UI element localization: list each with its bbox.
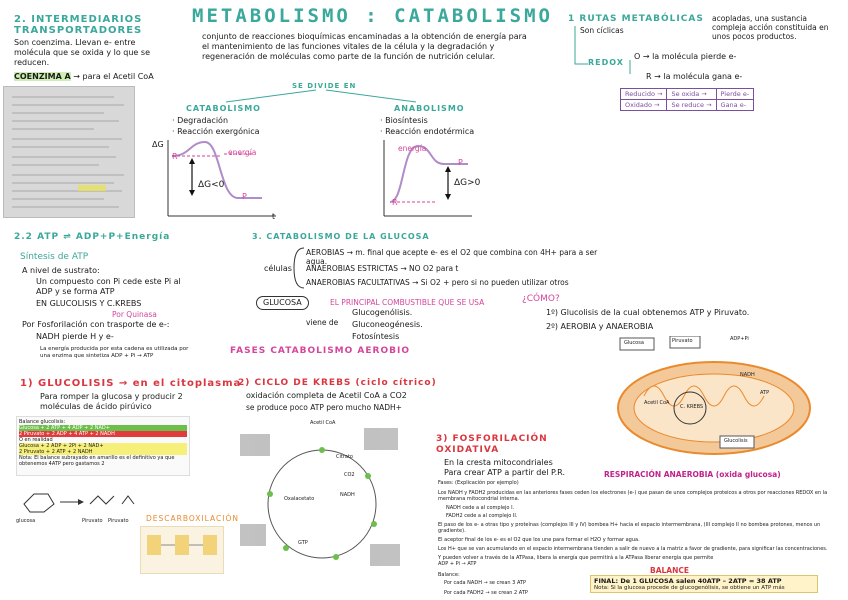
catabolismo-dg: ΔG<0 [198, 180, 225, 190]
table-row [621, 100, 754, 111]
rutas-heading: 1 RUTAS METABÓLICAS [568, 14, 704, 24]
mito-krebs: C. KREBS [680, 404, 704, 410]
mito-piruvato: Piruvato [672, 338, 693, 344]
fases-catabolismo: FASES CATABOLISMO AEROBIO [230, 346, 410, 356]
balance-final: FINAL: De 1 GLUCOSA salen 40ATP – 2ATP = 38 ATP [594, 577, 782, 585]
anabolismo-label: ANABOLISMO [394, 104, 465, 113]
catabolismo-axis: ΔG [152, 140, 164, 149]
catabolismo-energia: energía [228, 148, 257, 157]
krebs-nadh: NADH [340, 492, 355, 498]
coenzima-line [14, 72, 184, 82]
catabolismo-label: CATABOLISMO [186, 104, 261, 113]
piruvato2-struct-label: Piruvato [108, 518, 129, 524]
notes-photo-scribbles [4, 87, 134, 217]
celulas-brace [288, 244, 308, 294]
glucosa-struct-label: glucosa [16, 518, 36, 524]
nivel-sustrato-text: Un compuesto con Pi cede este Pi al ADP y se forma ATP [36, 277, 181, 296]
anabolismo-energia: energía [398, 144, 427, 153]
real-line-1: Glucosa + 2 ADP + 2Pi + 2 NAD+ [19, 443, 187, 449]
origen-3: Fotosíntesis [352, 332, 400, 341]
anabolismo-bullet-2: · Reacción endotérmica [380, 127, 475, 136]
oxid-line: O → la molécula pierde e- [634, 52, 737, 61]
atp-heading: 2.2 ATP ⇌ ADP+P+Energía [14, 232, 171, 242]
balance-line-2: 2 Piruvato + 2 ADP + 4 ATP + 2 NADH [19, 431, 187, 437]
krebs-gtp: GTP [298, 540, 308, 546]
mito-atp: ATP [760, 390, 770, 396]
anabolismo-bullet-2-text: Reacción endotérmica [385, 127, 475, 136]
balance-b2: Por cada FADH2 → se crean 2 ATP [444, 590, 528, 596]
catabolismo-r: R [172, 152, 178, 161]
celulas-label: células [264, 264, 292, 273]
catabolismo-bullet-1-text: Degradación [177, 116, 229, 125]
fosforilacion-p3: FADH2 cede a al complejo II. [446, 513, 518, 519]
paso-1: 1º) Glucolisis de la cual obtenemos ATP y Piruvato. [546, 308, 750, 317]
balance-final-box [590, 575, 818, 593]
fosforilacion-transporte: Por Fosforilación con trasporte de e-: [22, 320, 170, 329]
nivel-sustrato: A nivel de sustrato: [22, 266, 100, 275]
intermediarios-heading: 2. INTERMEDIARIOS TRANSPORTADORES [14, 14, 143, 36]
se-divide-en: SE DIVIDE EN [292, 82, 357, 90]
redox-cell: Oxidado → [621, 100, 667, 111]
intermediarios-text: Son coenzima. Llevan e- entre molécula que se oxida y lo que se reducen. [14, 38, 150, 67]
nadh-note: La energía producida por esta cadena es utilizada por una enzima que sintetiza ADP + Pi → ATP [40, 346, 189, 359]
fosforilacion-notes [438, 480, 842, 567]
glucolisis-krebs: EN GLUCOLISIS Y C.KREBS [36, 299, 142, 308]
divide-branches [196, 88, 446, 106]
redox-cell: Se oxida → [667, 89, 716, 100]
redox-label: REDOX [588, 58, 624, 67]
glucosa-piruvato-structures [14, 480, 144, 520]
origen-1: Glucogenólisis. [352, 308, 413, 317]
anabolismo-r: R [392, 198, 398, 207]
coenzima-label: COENZIMA A [14, 72, 71, 81]
combustible-label: EL PRINCIPAL COMBUSTIBLE QUE SE USA [330, 298, 485, 307]
anaerobias-estrictas-line: ANAEROBIAS ESTRICTAS → NO O2 para t [306, 264, 459, 273]
balance-nota: Nota: Si la glucosa procede de glucogenólisis, se obtiene un ATP más [594, 585, 785, 591]
fosforilacion-p2: NADH cede a al complejo I. [446, 505, 515, 511]
glucolisis-heading: 1) GLUCOLISIS → en el citoplasma [20, 378, 242, 389]
mito-acetil: Acetil CoA [644, 400, 670, 406]
redox-cell: Pierde e- [716, 89, 754, 100]
coenzima-rest: → para el Acetil CoA [73, 72, 154, 81]
krebs-citrato: Citrato [336, 454, 353, 460]
krebs-heading: 2) CICLO DE KREBS (ciclo cítrico) [238, 378, 437, 388]
mito-nadh: NADH [740, 372, 755, 378]
krebs-co2: CO2 [344, 472, 355, 478]
fosforilacion-p4: El paso de los e- a otras tipo y proteínas (complejos III y IV) bombea H+ hacia el espacio intermembrana, (III complejo II no bombea protones, menos un gradiente). [438, 522, 821, 534]
redox-cell: Se reduce → [667, 100, 716, 111]
fosforilacion-p5: El aceptor final de los e- es el O2 que los une para formar el H2O y formar agua. [438, 537, 640, 543]
rutas-acopladas: acopladas, una sustancia compleja acción constituida en unos pocos productos. [712, 14, 829, 41]
red-line: R → la molécula gana e- [646, 72, 743, 81]
metabolismo-definition: conjunto de reacciones bioquímicas encaminadas a la obtención de energía para el mantenimiento de las funciones vitales de la célula y la degradación y regeneración de moléculas como parte de la función de nutrición celular. [202, 32, 527, 61]
catabolismo-bullet-2: · Reacción exergónica [172, 127, 260, 136]
balance-title: Balance glucolisis: [19, 419, 66, 425]
paso-2: 2º) AEROBIA y ANAEROBIA [546, 322, 654, 331]
fases-label: Fases: (Explicación por ejemplo) [438, 480, 519, 486]
mito-glucolisis: Glucolisis [724, 438, 748, 444]
aerobias-line: AEROBIAS → m. final que acepte e- es el O2 que combina con 4H+ para a ser agua. [306, 248, 598, 266]
mitochondria-diagram [600, 336, 820, 466]
fosforilacion-p7b: ADP + Pi → ATP [438, 561, 477, 567]
catabolismo-bullet-1: · Degradación [172, 116, 229, 125]
redox-table [620, 88, 754, 111]
piruvato-struct-label: Piruvato [82, 518, 103, 524]
anabolismo-dg: ΔG>0 [454, 178, 481, 188]
balance-line-1: Glucosa + 2 ATP + 4 ADP + 2 NAD+ [19, 425, 187, 431]
balance-glucolisis-card [16, 416, 190, 476]
anabolismo-p: P [458, 158, 463, 167]
origen-2: Gluconeogénesis. [352, 320, 423, 329]
catabolismo-p: P [242, 192, 247, 201]
sintesis-atp: Síntesis de ATP [20, 252, 89, 262]
balance-title: BALANCE [650, 566, 690, 575]
redox-cell: Gana e- [716, 100, 754, 111]
catabolismo-bullet-2-text: Reacción exergónica [177, 127, 260, 136]
anabolismo-bullet-1-text: Biosíntesis [385, 116, 428, 125]
fosforilacion-p1: Los NADH y FADH2 producidas en las anteriores fases ceden los electrones (e-) que pasan de unos complejos proteicos a otros por reacciones REDOX en la membrana mitocondrial interna. [438, 490, 828, 502]
fosforilacion-heading: 3) FOSFORILACIÓN OXIDATIVA [436, 434, 548, 455]
mito-adp: ADP+Pi [730, 336, 749, 342]
glucolisis-text: Para romper la glucosa y producir 2 moléculas de ácido pirúvico [40, 392, 183, 411]
anaerobias-facultativas-line: ANAEROBIAS FACULTATIVAS → Si O2 + pero si no pueden utilizar otros [306, 278, 569, 287]
krebs-acetil: Acetil CoA [310, 420, 336, 426]
fosforilacion-p6: Los H+ que se van acumulando en el espacio intermembrana tienden a salir de nuevo a la matriz a favor de gradiente, para significar las concentraciones. [438, 546, 828, 552]
fosforilacion-line-1: En la cresta mitocondriales [444, 458, 553, 467]
page-title: METABOLISMO : CATABOLISMO [192, 5, 553, 27]
rutas-sub: Son cíclicas [580, 26, 624, 35]
descarboxilacion-sketch [141, 527, 223, 573]
real-line-2: 2 Piruvato + 2 ATP + 2 NADH [19, 449, 187, 455]
catabolismo-t: t [272, 212, 275, 221]
krebs-line-1: oxidación completa de Acetil CoA a CO2 [246, 391, 407, 400]
handwritten-notes-photo [3, 86, 135, 218]
en-realidad: O en realidad [19, 437, 53, 443]
balance-lbl: Balance: [438, 572, 460, 578]
rutas-brackets [570, 20, 650, 80]
descarboxilacion-label: DESCARBOXILACIÓN [146, 514, 239, 523]
por-quinasa: Por Quinasa [112, 310, 157, 319]
krebs-cycle-diagram [236, 414, 406, 590]
redox-cell: Reducido → [621, 89, 667, 100]
fosforilacion-line-2: Para crear ATP a partir del P.R. [444, 468, 565, 477]
como-label: ¿CÓMO? [522, 294, 560, 304]
fosforilacion-p7: Y pueden volver a través de la ATPasa, libera la energía que permitirá a la ATPasa liberar energía que permite [438, 555, 714, 561]
nadh-pierde: NADH pierde H y e- [36, 332, 114, 341]
krebs-line-2: se produce poco ATP pero mucho NADH+ [246, 403, 402, 412]
descarboxilacion-diagram [140, 526, 224, 574]
balance-b1: Por cada NADH → se crean 3 ATP [444, 580, 527, 586]
glucosa-section-heading: 3. CATABOLISMO DE LA GLUCOSA [252, 232, 430, 241]
balance-nota: Nota: El balance subrayado en amarillo es el definitivo ya que obtenemos 4ATP pero gastamos 2 [19, 455, 175, 467]
glucosa-box: GLUCOSA [256, 296, 309, 310]
krebs-oxalacetato: Oxalacetato [284, 496, 315, 502]
respiracion-anaerobia: RESPIRACIÓN ANAEROBIA (oxida glucosa) [604, 470, 781, 479]
anabolismo-bullet-1: · Biosíntesis [380, 116, 428, 125]
mito-glucosa: Glucosa [624, 340, 644, 346]
viene-de: viene de [306, 318, 339, 327]
table-row [621, 89, 754, 100]
